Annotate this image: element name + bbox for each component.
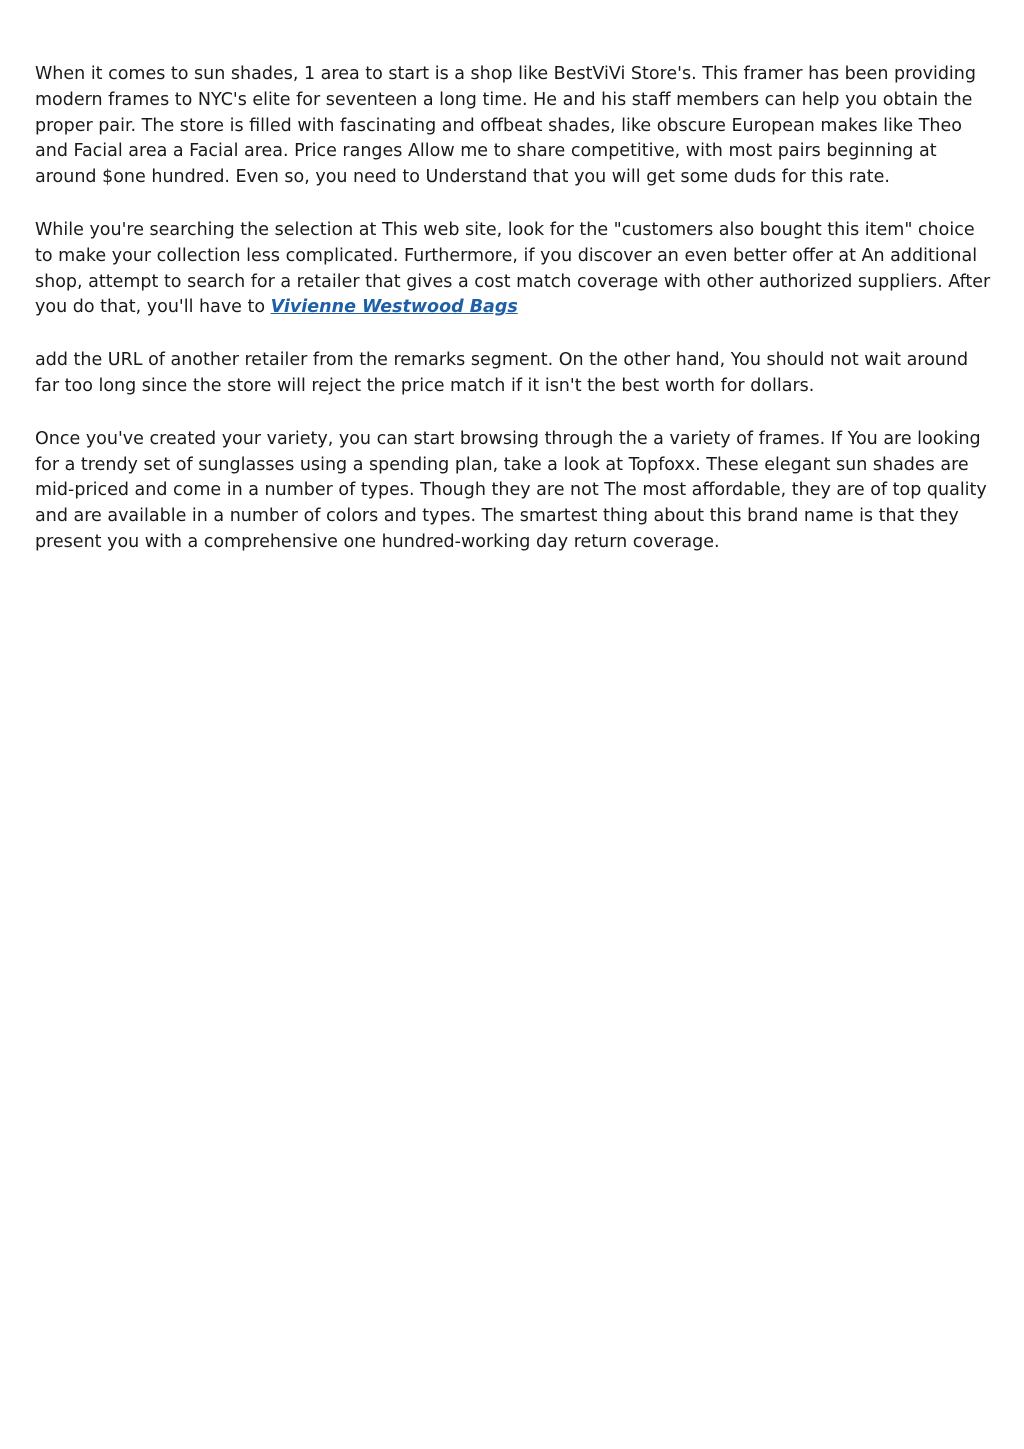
paragraph-2 [35, 218, 995, 321]
paragraph-1-text: When it comes to sun shades, 1 area to start is a shop like BestViVi Store's. This framer has been providing modern frames to NYC's elite for seventeen a long time. He and his staff members can help you obtain the proper pair. The store is filled with fascinating and offbeat shades, like obscure European makes like Theo and Facial area a Facial area. Price ranges Allow me to share competitive, with most pairs beginning at around $one hundred. Even so, you need to Understand that you will get some duds for this rate. [35, 64, 976, 188]
document-body [35, 62, 995, 583]
paragraph-4-text: Once you've created your variety, you can start browsing through the a variety of frames. If You are looking for a trendy set of sunglasses using a spending plan, take a look at Topfoxx. These elegant sun shades are mid-priced and come in a number of types. Though they are not The most affordable, they are of top quality and are available in a number of colors and types. The smartest thing about this brand name is that they present you with a comprehensive one hundred-working day return coverage. [35, 428, 987, 552]
vivienne-westwood-bags-link[interactable]: Vivienne Westwood Bags [270, 297, 518, 318]
paragraph-4 [35, 427, 995, 556]
paragraph-1 [35, 62, 995, 191]
paragraph-3 [35, 348, 995, 400]
paragraph-3-text: add the URL of another retailer from the remarks segment. On the other hand, You should not wait around far too long since the store will reject the price match if it isn't the best worth for dollars. [35, 350, 969, 396]
paragraph-2-text: While you're searching the selection at This web site, look for the "customers also bought this item" choice to make your collection less complicated. Furthermore, if you discover an even better offer at An additional shop, attempt to search for a retailer that gives a cost match coverage with other authorized suppliers. After you do that, you'll have to [35, 219, 991, 318]
